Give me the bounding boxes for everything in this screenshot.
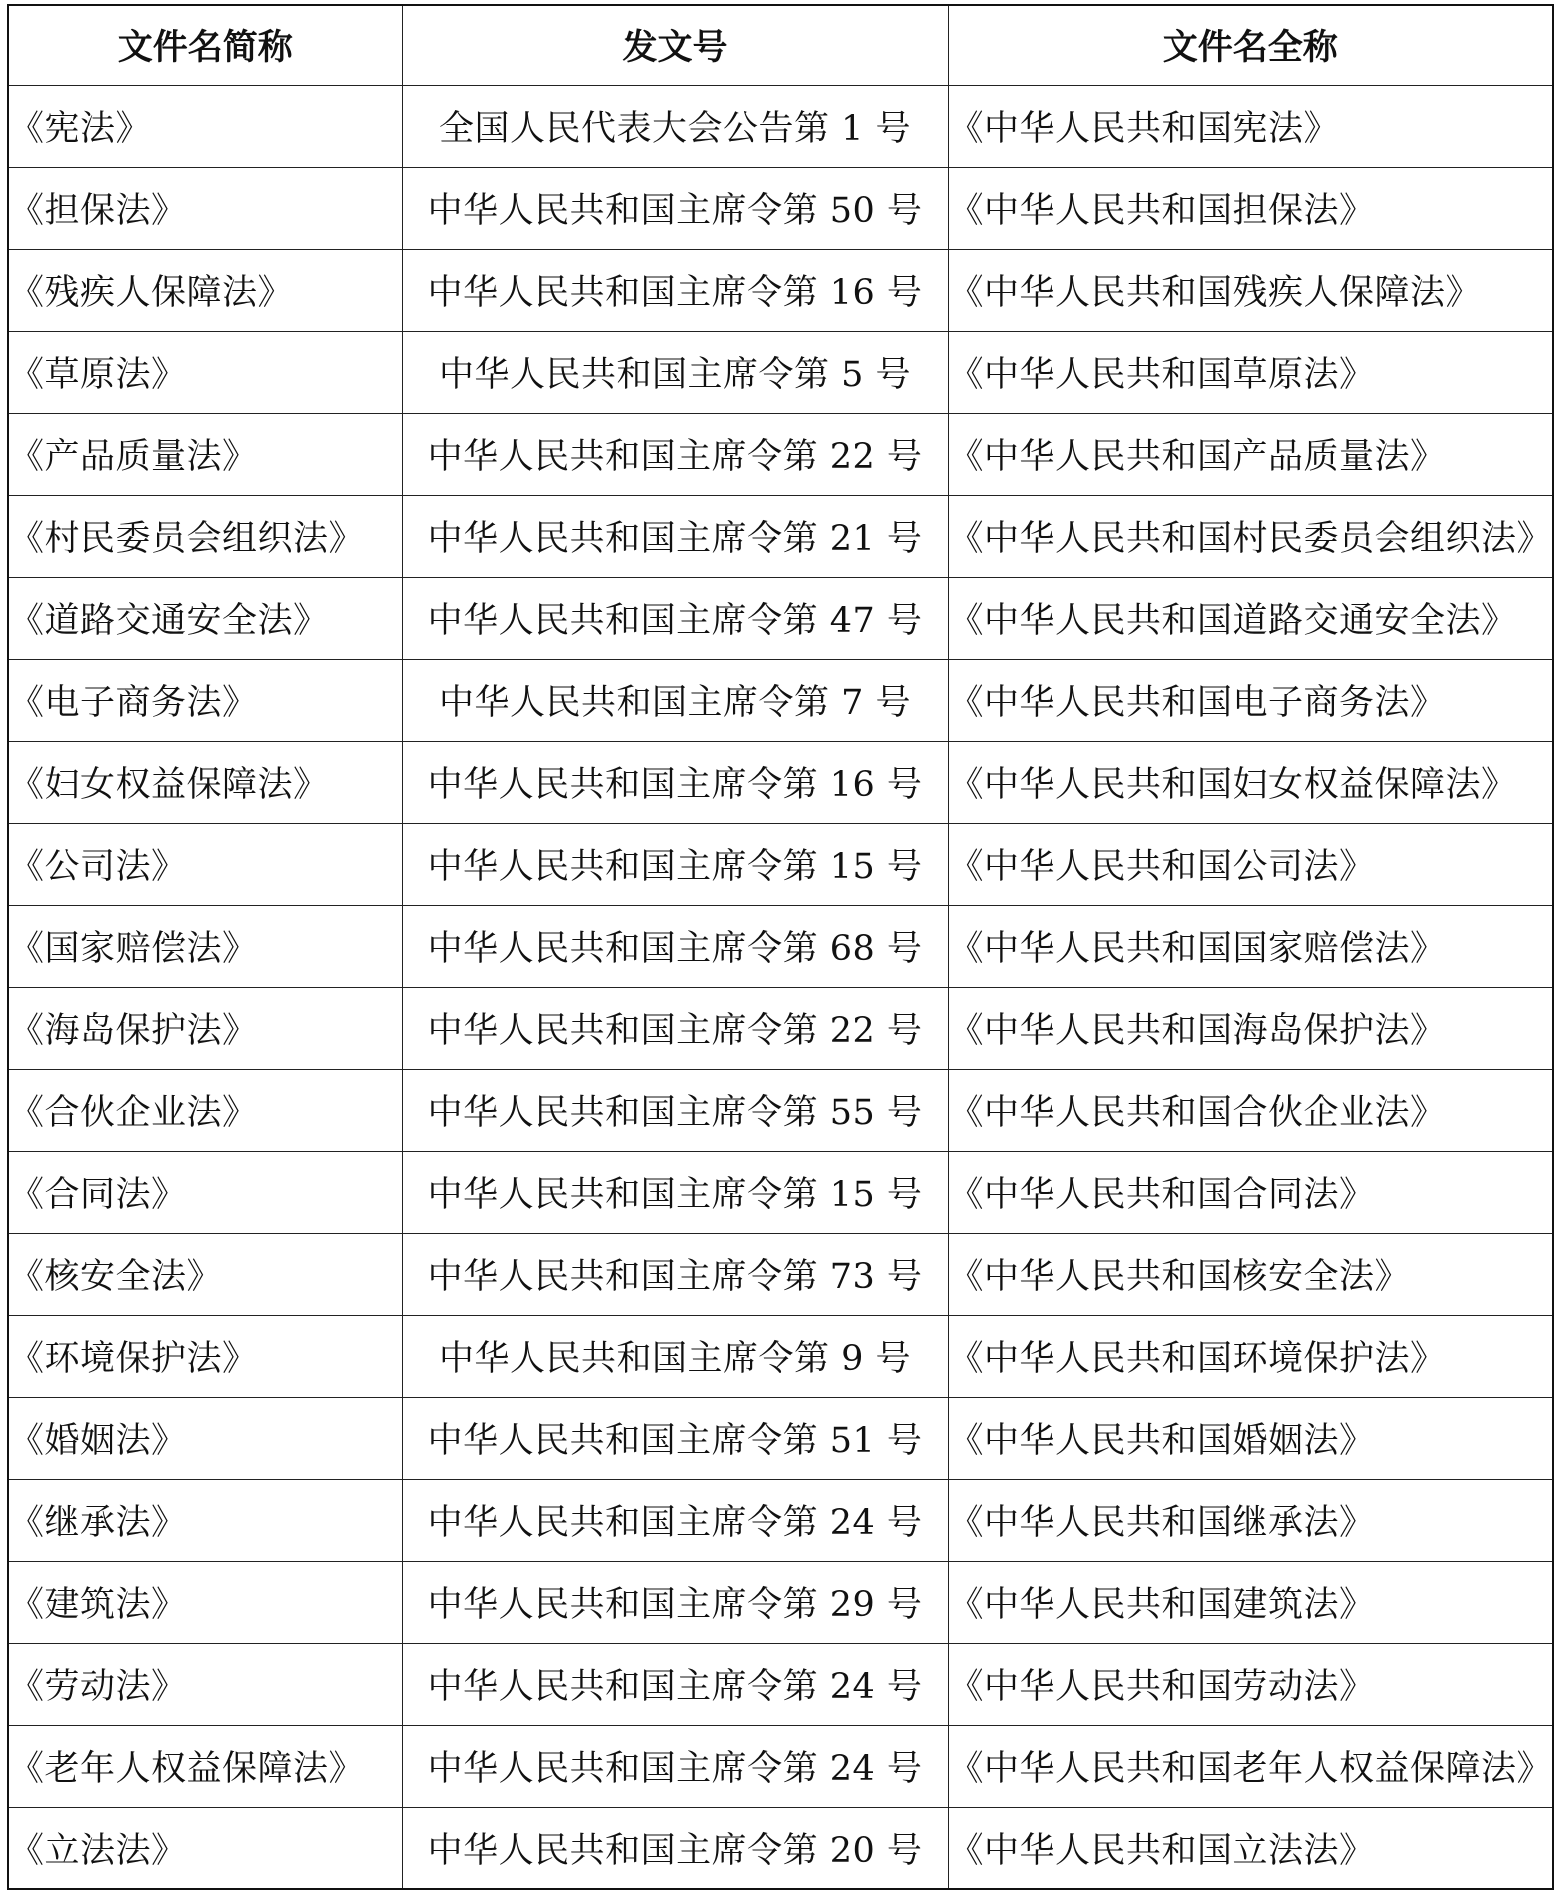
cell-document-number: 中华人民共和国主席令第 50 号 xyxy=(402,167,948,249)
cell-short-name: 《电子商务法》 xyxy=(8,659,402,741)
cell-short-name: 《立法法》 xyxy=(8,1807,402,1889)
cell-full-name: 《中华人民共和国建筑法》 xyxy=(948,1561,1553,1643)
cell-document-number: 中华人民共和国主席令第 47 号 xyxy=(402,577,948,659)
cell-short-name: 《村民委员会组织法》 xyxy=(8,495,402,577)
cell-short-name: 《劳动法》 xyxy=(8,1643,402,1725)
table-row xyxy=(8,659,1553,741)
cell-full-name: 《中华人民共和国劳动法》 xyxy=(948,1643,1553,1725)
cell-document-number: 中华人民共和国主席令第 15 号 xyxy=(402,1151,948,1233)
table-row xyxy=(8,85,1553,167)
table-row xyxy=(8,1233,1553,1315)
table-row xyxy=(8,1643,1553,1725)
cell-short-name: 《合同法》 xyxy=(8,1151,402,1233)
cell-document-number: 中华人民共和国主席令第 73 号 xyxy=(402,1233,948,1315)
cell-short-name: 《核安全法》 xyxy=(8,1233,402,1315)
table-header xyxy=(8,5,1553,85)
cell-document-number: 中华人民共和国主席令第 29 号 xyxy=(402,1561,948,1643)
cell-short-name: 《公司法》 xyxy=(8,823,402,905)
cell-full-name: 《中华人民共和国婚姻法》 xyxy=(948,1397,1553,1479)
cell-short-name: 《道路交通安全法》 xyxy=(8,577,402,659)
table-row xyxy=(8,987,1553,1069)
cell-full-name: 《中华人民共和国核安全法》 xyxy=(948,1233,1553,1315)
cell-short-name: 《婚姻法》 xyxy=(8,1397,402,1479)
cell-document-number: 中华人民共和国主席令第 24 号 xyxy=(402,1479,948,1561)
cell-full-name: 《中华人民共和国环境保护法》 xyxy=(948,1315,1553,1397)
cell-document-number: 中华人民共和国主席令第 16 号 xyxy=(402,249,948,331)
cell-full-name: 《中华人民共和国残疾人保障法》 xyxy=(948,249,1553,331)
cell-document-number: 中华人民共和国主席令第 55 号 xyxy=(402,1069,948,1151)
table-row xyxy=(8,577,1553,659)
cell-document-number: 中华人民共和国主席令第 51 号 xyxy=(402,1397,948,1479)
table-row xyxy=(8,823,1553,905)
table-row xyxy=(8,1479,1553,1561)
cell-short-name: 《宪法》 xyxy=(8,85,402,167)
cell-full-name: 《中华人民共和国老年人权益保障法》 xyxy=(948,1725,1553,1807)
cell-document-number: 中华人民共和国主席令第 15 号 xyxy=(402,823,948,905)
cell-document-number: 中华人民共和国主席令第 16 号 xyxy=(402,741,948,823)
cell-document-number: 中华人民共和国主席令第 24 号 xyxy=(402,1725,948,1807)
header-document-number: 发文号 xyxy=(402,5,948,85)
cell-document-number: 中华人民共和国主席令第 21 号 xyxy=(402,495,948,577)
table-row xyxy=(8,1725,1553,1807)
cell-full-name: 《中华人民共和国产品质量法》 xyxy=(948,413,1553,495)
table-row xyxy=(8,331,1553,413)
header-short-name: 文件名简称 xyxy=(8,5,402,85)
cell-document-number: 中华人民共和国主席令第 9 号 xyxy=(402,1315,948,1397)
table-row xyxy=(8,495,1553,577)
cell-full-name: 《中华人民共和国合同法》 xyxy=(948,1151,1553,1233)
table-row xyxy=(8,905,1553,987)
cell-full-name: 《中华人民共和国草原法》 xyxy=(948,331,1553,413)
law-reference-table xyxy=(7,4,1554,1890)
table-row xyxy=(8,1069,1553,1151)
cell-short-name: 《妇女权益保障法》 xyxy=(8,741,402,823)
cell-document-number: 中华人民共和国主席令第 20 号 xyxy=(402,1807,948,1889)
cell-short-name: 《海岛保护法》 xyxy=(8,987,402,1069)
cell-document-number: 中华人民共和国主席令第 22 号 xyxy=(402,413,948,495)
cell-full-name: 《中华人民共和国国家赔偿法》 xyxy=(948,905,1553,987)
table-row xyxy=(8,741,1553,823)
cell-short-name: 《继承法》 xyxy=(8,1479,402,1561)
cell-short-name: 《建筑法》 xyxy=(8,1561,402,1643)
cell-short-name: 《草原法》 xyxy=(8,331,402,413)
cell-short-name: 《产品质量法》 xyxy=(8,413,402,495)
table-row xyxy=(8,1315,1553,1397)
cell-short-name: 《合伙企业法》 xyxy=(8,1069,402,1151)
cell-full-name: 《中华人民共和国公司法》 xyxy=(948,823,1553,905)
cell-full-name: 《中华人民共和国立法法》 xyxy=(948,1807,1553,1889)
cell-short-name: 《老年人权益保障法》 xyxy=(8,1725,402,1807)
cell-full-name: 《中华人民共和国继承法》 xyxy=(948,1479,1553,1561)
cell-short-name: 《残疾人保障法》 xyxy=(8,249,402,331)
cell-full-name: 《中华人民共和国电子商务法》 xyxy=(948,659,1553,741)
cell-full-name: 《中华人民共和国妇女权益保障法》 xyxy=(948,741,1553,823)
cell-document-number: 中华人民共和国主席令第 7 号 xyxy=(402,659,948,741)
cell-document-number: 中华人民共和国主席令第 5 号 xyxy=(402,331,948,413)
cell-full-name: 《中华人民共和国道路交通安全法》 xyxy=(948,577,1553,659)
table-row xyxy=(8,1561,1553,1643)
table-body xyxy=(8,85,1553,1889)
header-full-name: 文件名全称 xyxy=(948,5,1553,85)
table-row xyxy=(8,1151,1553,1233)
cell-full-name: 《中华人民共和国村民委员会组织法》 xyxy=(948,495,1553,577)
cell-full-name: 《中华人民共和国合伙企业法》 xyxy=(948,1069,1553,1151)
header-row xyxy=(8,5,1553,85)
table-row xyxy=(8,167,1553,249)
cell-short-name: 《国家赔偿法》 xyxy=(8,905,402,987)
cell-full-name: 《中华人民共和国海岛保护法》 xyxy=(948,987,1553,1069)
table-row xyxy=(8,413,1553,495)
cell-document-number: 中华人民共和国主席令第 22 号 xyxy=(402,987,948,1069)
cell-full-name: 《中华人民共和国宪法》 xyxy=(948,85,1553,167)
cell-full-name: 《中华人民共和国担保法》 xyxy=(948,167,1553,249)
cell-short-name: 《担保法》 xyxy=(8,167,402,249)
cell-document-number: 中华人民共和国主席令第 68 号 xyxy=(402,905,948,987)
table-row xyxy=(8,1397,1553,1479)
cell-document-number: 全国人民代表大会公告第 1 号 xyxy=(402,85,948,167)
cell-document-number: 中华人民共和国主席令第 24 号 xyxy=(402,1643,948,1725)
table-row xyxy=(8,249,1553,331)
cell-short-name: 《环境保护法》 xyxy=(8,1315,402,1397)
table-row xyxy=(8,1807,1553,1889)
